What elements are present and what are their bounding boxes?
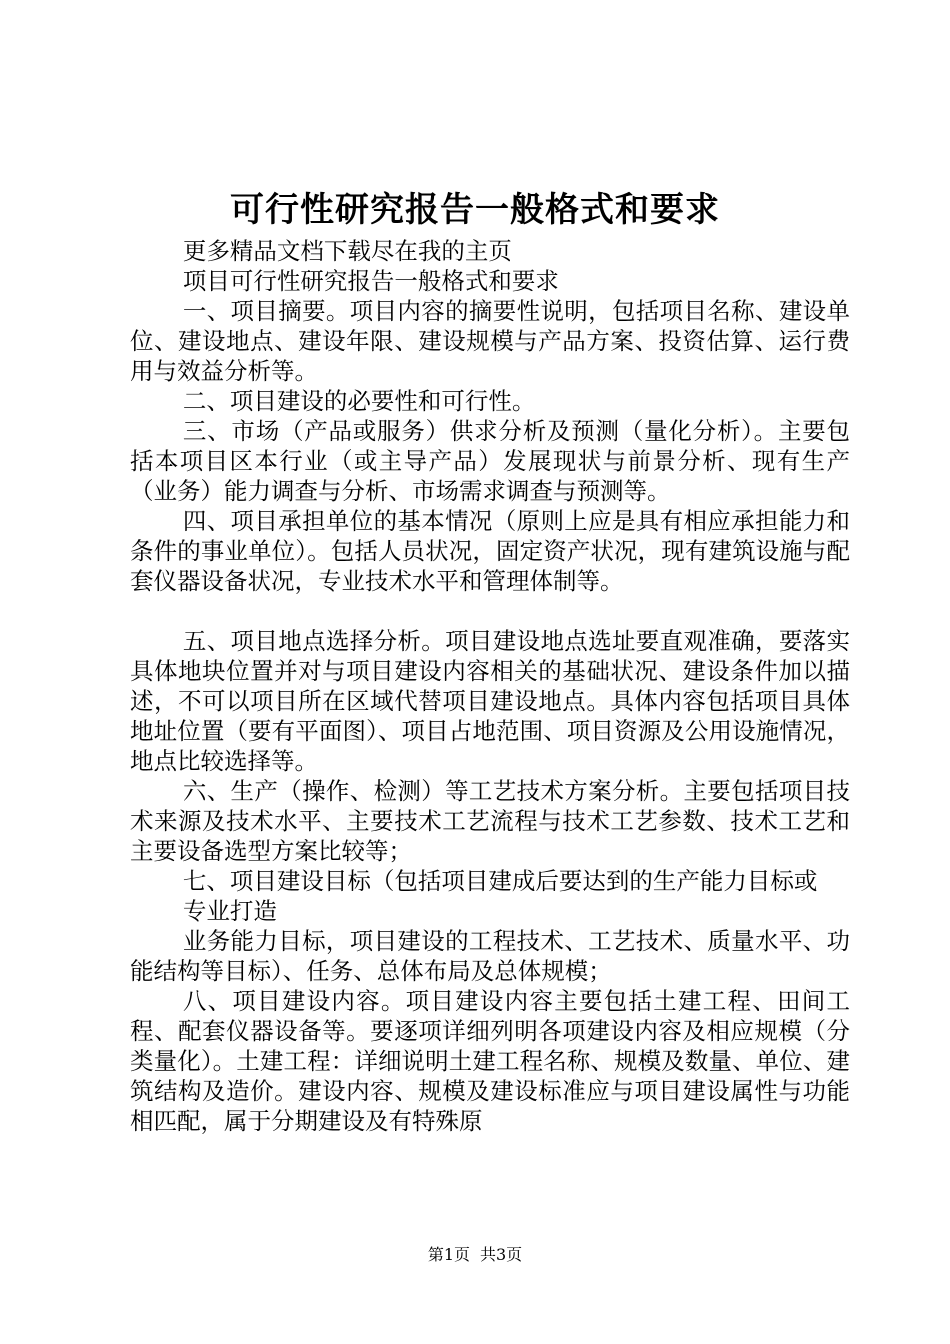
paragraph-section-4: 四、项目承担单位的基本情况（原则上应是具有相应承担能力和条件的事业单位）。包括人员状况，固定资产状况，现有建筑设施与配套仪器设备状况，专业技术水平和管理体制等。 [130, 507, 850, 595]
paragraph-section-3: 三、市场（产品或服务）供求分析及预测（量化分析）。主要包括本项目区本行业（或主导产品）发展现状与前景分析、现有生产（业务）能力调查与分析、市场需求调查与预测等。 [130, 417, 850, 505]
paragraph-download-note: 更多精品文档下载尽在我的主页 [182, 237, 512, 265]
document-body [130, 236, 850, 1136]
page-total: 共3页 [480, 1245, 523, 1264]
paragraph-section-8: 八、项目建设内容。项目建设内容主要包括土建工程、田间工程、配套仪器设备等。要逐项详细列明各项建设内容及相应规模（分类量化）。土建工程：详细说明土建工程名称、规模及数量、单位、建筑结构及造价。建设内容、规模及建设标准应与项目建设属性与功能相匹配，属于分期建设及有特殊原 [130, 987, 850, 1135]
paragraph-section-6: 六、生产（操作、检测）等工艺技术方案分析。主要包括项目技术来源及技术水平、主要技术工艺流程与技术工艺参数、技术工艺和主要设备选型方案比较等； [130, 777, 850, 865]
page-footer [0, 1244, 950, 1266]
paragraph-subtitle: 项目可行性研究报告一般格式和要求 [182, 267, 559, 295]
paragraph-brand-note: 专业打造 [182, 897, 277, 925]
paragraph-section-5: 五、项目地点选择分析。项目建设地点选址要直观准确，要落实具体地块位置并对与项目建设内容相关的基础状况、建设条件加以描述，不可以项目所在区域代替项目建设地点。具体内容包括项目具体地址位置（要有平面图）、项目占地范围、项目资源及公用设施情况，地点比较选择等。 [130, 627, 850, 775]
page-number: 第1页 [427, 1245, 470, 1264]
paragraph-section-1: 一、项目摘要。项目内容的摘要性说明，包括项目名称、建设单位、建设地点、建设年限、建设规模与产品方案、投资估算、运行费用与效益分析等。 [130, 297, 850, 385]
document-title: 可行性研究报告一般格式和要求 [230, 190, 720, 230]
paragraph-section-2: 二、项目建设的必要性和可行性。 [182, 387, 536, 415]
paragraph-section-7-continued: 业务能力目标，项目建设的工程技术、工艺技术、质量水平、功能结构等目标）、任务、总体布局及总体规模； [130, 927, 850, 985]
paragraph-section-7: 七、项目建设目标（包括项目建成后要达到的生产能力目标或 [182, 867, 818, 895]
